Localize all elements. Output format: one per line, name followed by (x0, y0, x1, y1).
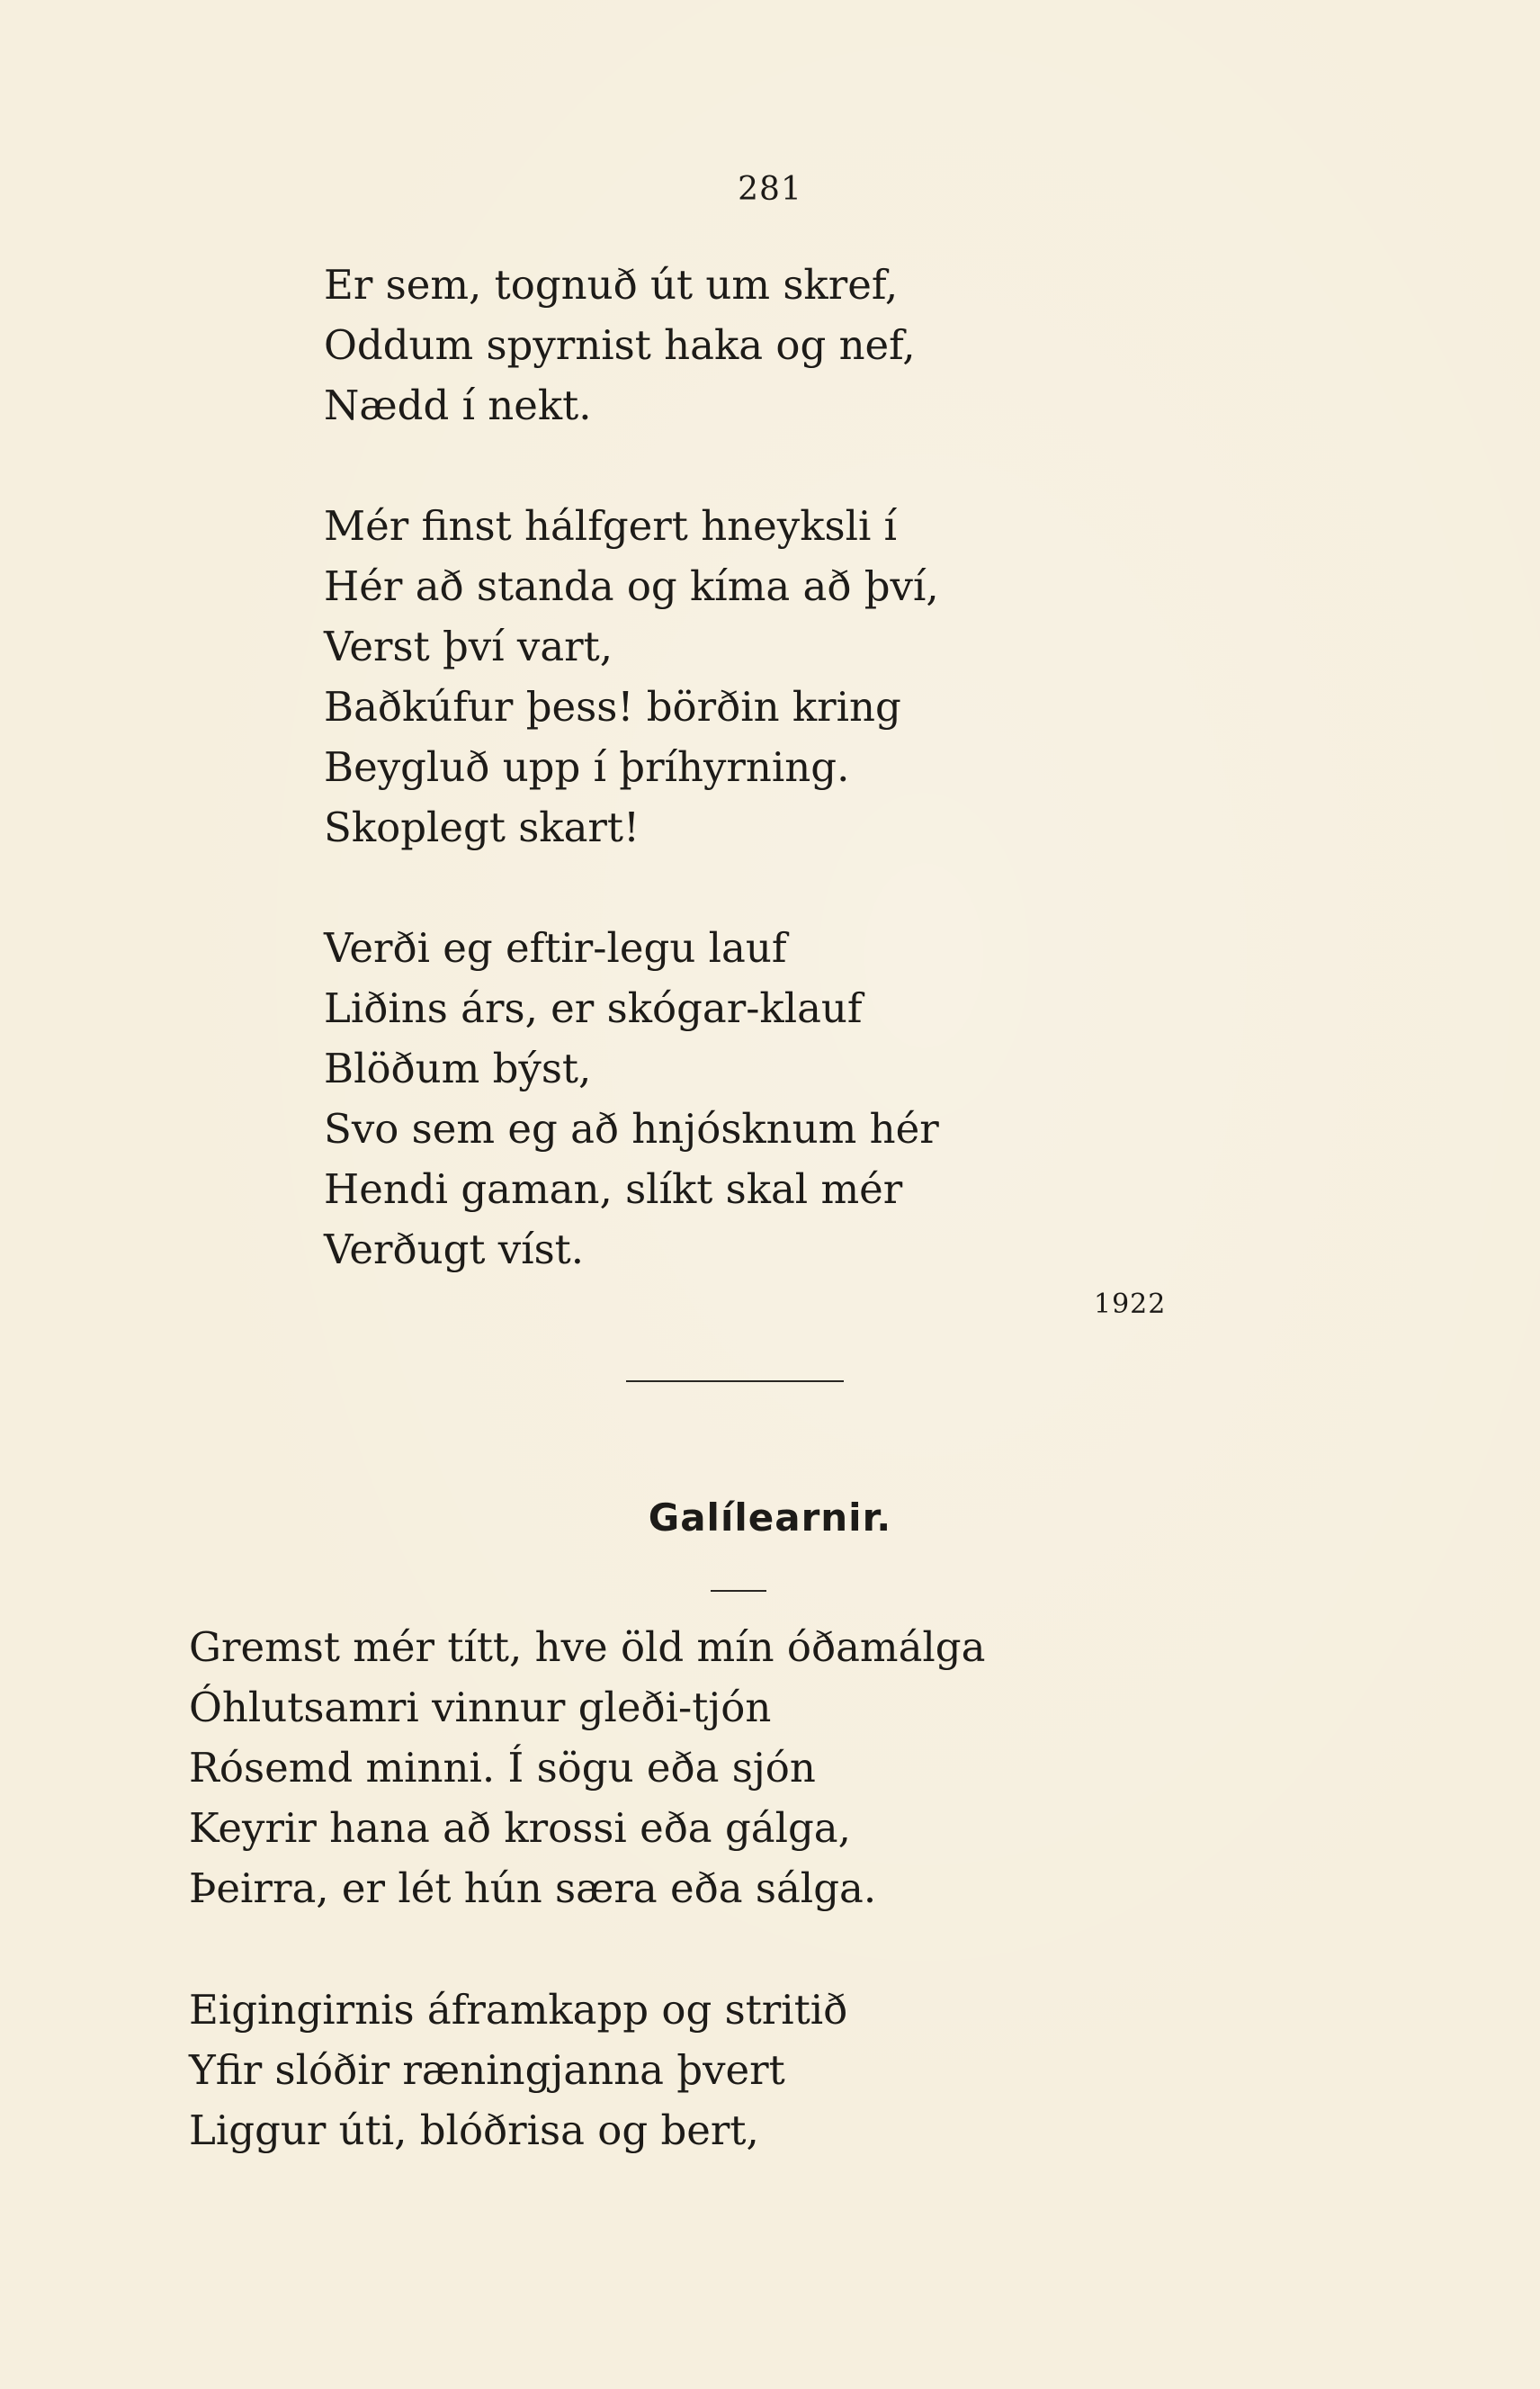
verse-line: Blöðum býst, (324, 1045, 592, 1092)
verse-line: Gremst mér títt, hve öld mín óðamálga (189, 1623, 986, 1671)
poem-title: Galílearnir. (648, 1495, 892, 1540)
verse-line: Eigingirnis áframkapp og stritið (189, 1986, 848, 2034)
verse-line: Nædd í nekt. (324, 382, 592, 429)
verse-line: Liðins árs, er skógar-klauf (324, 984, 863, 1032)
stanza-4 (189, 1617, 985, 1918)
poem-year: 1922 (1094, 1289, 1167, 1320)
verse-line: Svo sem eg að hnjósknum hér (324, 1105, 939, 1153)
verse-line: Verðugt víst. (324, 1226, 585, 1273)
verse-line: Er sem, tognuð út um skref, (324, 261, 899, 309)
verse-line: Þeirra, er lét hún særa eða sálga. (189, 1864, 877, 1912)
verse-line: Liggur úti, blóðrisa og bert, (189, 2106, 759, 2154)
verse-line: Baðkúfur þess! börðin kring (324, 683, 901, 731)
title-underline-rule (711, 1590, 766, 1592)
verse-line: Hendi gaman, slíkt skal mér (324, 1165, 903, 1213)
page-number: 281 (738, 171, 802, 208)
stanza-5 (189, 1980, 847, 2160)
stanza-3 (324, 918, 939, 1280)
verse-line: Skoplegt skart! (324, 804, 640, 851)
verse-line: Verði eg eftir-legu lauf (324, 924, 787, 972)
verse-line: Beygluð upp í þríhyrning. (324, 743, 850, 791)
verse-line: Keyrir hana að krossi eða gálga, (189, 1804, 851, 1852)
verse-line: Oddum spyrnist haka og nef, (324, 321, 916, 369)
verse-line: Verst því vart, (324, 623, 613, 670)
verse-line: Hér að standa og kíma að því, (324, 562, 939, 610)
verse-line: Óhlutsamri vinnur gleði-tjón (189, 1684, 772, 1731)
verse-line: Mér finst hálfgert hneyksli í (324, 502, 898, 550)
verse-line: Yfir slóðir ræningjanna þvert (189, 2046, 785, 2094)
stanza-1 (324, 255, 916, 436)
stanza-2 (324, 496, 939, 858)
verse-line: Rósemd minni. Í sögu eða sjón (189, 1744, 816, 1792)
section-divider (626, 1380, 844, 1382)
